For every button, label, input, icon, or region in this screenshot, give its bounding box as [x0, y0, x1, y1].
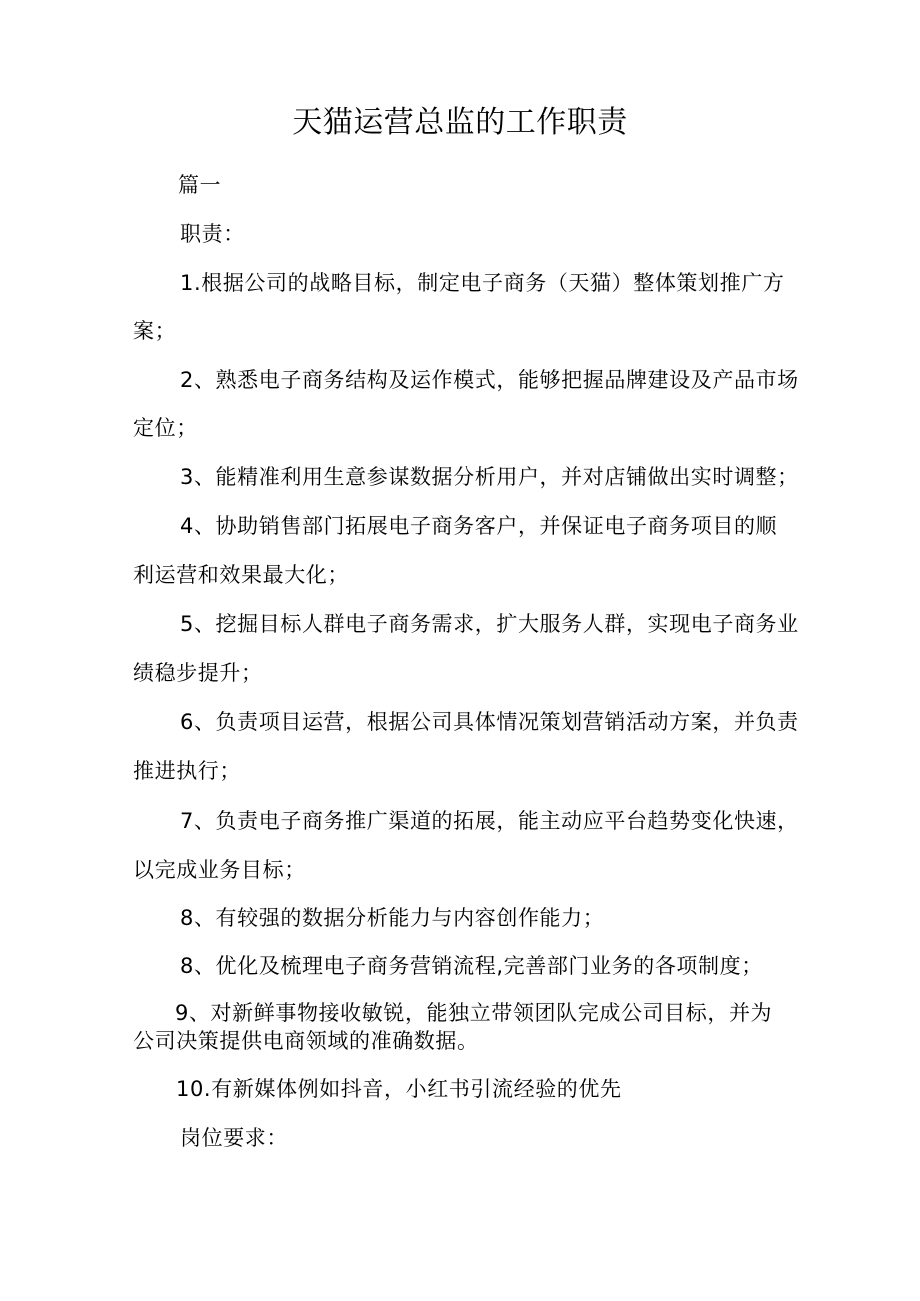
duties-heading: 职责：	[180, 222, 245, 246]
duty-item-1-line-2: 案；	[133, 319, 177, 343]
duty-item-3-line-1: 3、能精准利用生意参谋数据分析用户，并对店铺做出实时调整；	[180, 465, 799, 489]
duty-item-4-line-1: 4、协助销售部门拓展电子商务客户，并保证电子商务项目的顺	[180, 514, 778, 538]
duty-item-1-line-1: 1.根据公司的战略目标，制定电子商务（天猫）整体策划推广方	[180, 271, 785, 295]
document-title: 天猫运营总监的工作职责	[292, 105, 628, 140]
duty-item-2-line-1: 2、熟悉电子商务结构及运作模式，能够把握品牌建设及产品市场	[180, 368, 799, 392]
duty-item-6-line-2: 推进执行；	[133, 759, 241, 783]
duty-item-9-line-2: 公司决策提供电商领域的准确数据。	[133, 1029, 479, 1053]
requirements-heading: 岗位要求：	[180, 1126, 288, 1150]
duty-item-6-line-1: 6、负责项目运营，根据公司具体情况策划营销活动方案，并负责	[180, 710, 799, 734]
duty-item-4-line-2: 利运营和效果最大化；	[133, 563, 349, 587]
duty-item-10-line-1: 10.有新媒体例如抖音，小红书引流经验的优先	[176, 1077, 622, 1101]
duty-item-7-line-2: 以完成业务目标；	[133, 858, 306, 882]
duty-item-5-line-1: 5、挖掘目标人群电子商务需求，扩大服务人群，实现电子商务业	[180, 612, 799, 636]
duty-item-8b-line-1: 8、优化及梳理电子商务营销流程,完善部门业务的各项制度；	[180, 954, 763, 978]
duty-item-9-line-1: 9、对新鲜事物接收敏锐，能独立带领团队完成公司目标，并为	[175, 1001, 773, 1025]
duty-item-8a-line-1: 8、有较强的数据分析能力与内容创作能力；	[180, 906, 605, 930]
duty-item-5-line-2: 绩稳步提升；	[133, 661, 263, 685]
duty-item-7-line-1: 7、负责电子商务推广渠道的拓展，能主动应平台趋势变化快速，	[180, 809, 799, 833]
duty-item-2-line-2: 定位；	[133, 416, 198, 440]
section-label: 篇一	[178, 173, 222, 197]
